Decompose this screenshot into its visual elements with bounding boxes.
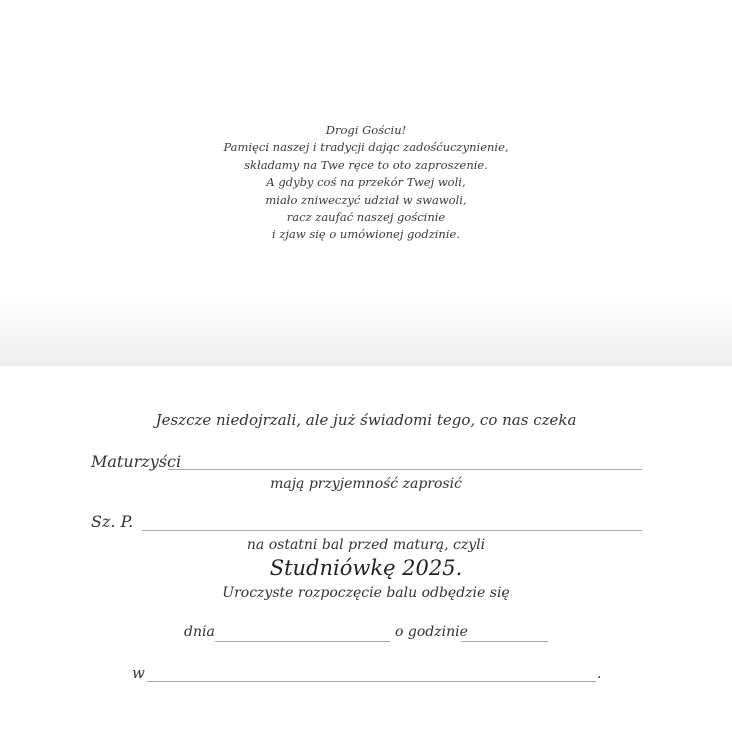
ball-phrase: na ostatni bal przed maturą, czyli: [246, 537, 486, 553]
date-label: dnia: [184, 624, 215, 640]
poem-line: racz zaufać naszej gościnie: [286, 210, 446, 225]
invitation-form: [0, 366, 732, 732]
invite-phrase: mają przyjemność zaprosić: [270, 476, 462, 492]
place-blank-line[interactable]: [147, 681, 596, 682]
poem-line: i zjaw się o umówionej godzinie.: [272, 227, 460, 242]
graduates-label: Maturzyści: [91, 452, 182, 471]
guest-label: Sz. P.: [91, 512, 134, 531]
poem-line: Pamięci naszej i tradycji dając zadośćuczynienie,: [223, 140, 509, 155]
graduates-blank-line[interactable]: [168, 469, 642, 470]
poem-line: A gdyby coś na przekór Twej woli,: [266, 175, 466, 190]
intro-text: Jeszcze niedojrzali, ale już świadomi tego, co nas czeka: [155, 411, 577, 429]
event-title: Studniówkę 2025.: [269, 556, 463, 580]
guest-blank-line[interactable]: [142, 530, 642, 531]
poem: [0, 122, 732, 244]
time-blank-line[interactable]: [461, 641, 548, 642]
poem-line: miało zniweczyć udział w swawoli,: [265, 192, 467, 207]
start-phrase: Uroczyste rozpoczęcie balu odbędzie się: [222, 585, 510, 601]
date-blank-line[interactable]: [215, 641, 390, 642]
time-label: o godzinie: [395, 624, 468, 640]
poem-line-greeting: Drogi Gościu!: [325, 123, 407, 137]
place-label: w: [132, 664, 145, 682]
place-end-dot: .: [597, 666, 602, 682]
poem-line: składamy na Twe ręce to oto zaproszenie.: [244, 157, 488, 172]
